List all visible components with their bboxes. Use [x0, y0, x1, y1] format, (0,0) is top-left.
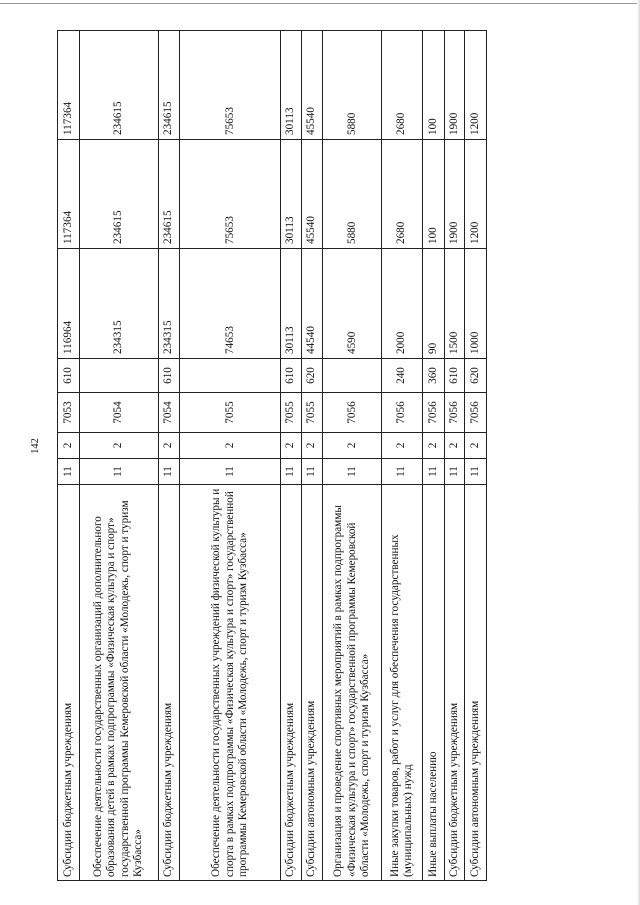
target-code: 7056 [423, 393, 445, 433]
amount-1: 30113 [281, 249, 302, 359]
table-row [281, 31, 302, 881]
row-name: Обеспечение деятельности государственных учреждений физической культуры и спорта в рамках подпрограммы «Физическая культура и спорт» государственной программы Кемеровской области «Молодежь, спорт и туризм Кузбасса» [180, 485, 281, 881]
amount-2: 117364 [58, 140, 80, 249]
amount-1: 2000 [381, 249, 422, 359]
expense-type-code: 610 [444, 359, 465, 393]
expense-type-code [180, 359, 281, 393]
row-name: Субсидии бюджетным учреждениям [444, 485, 465, 881]
section-code: 11 [180, 459, 281, 485]
amount-3: 45540 [301, 31, 323, 140]
table-row [465, 31, 487, 881]
expense-type-code: 610 [281, 359, 302, 393]
amount-3: 2680 [381, 31, 422, 140]
amount-1: 4590 [323, 249, 382, 359]
row-name: Субсидии автономным учреждениям [301, 485, 323, 881]
amount-2: 75653 [180, 140, 281, 249]
target-code: 7056 [465, 393, 487, 433]
row-name: Иные выплаты населению [423, 485, 445, 881]
section-code: 11 [381, 459, 422, 485]
amount-3: 30113 [281, 31, 302, 140]
amount-3: 234615 [158, 31, 180, 140]
amount-2: 1900 [444, 140, 465, 249]
table-row [323, 31, 382, 881]
target-code: 7055 [281, 393, 302, 433]
row-name: Обеспечение деятельности государственных организаций дополнительного образования детей в рамках подпрограммы «Физическая культура и спорт» государственной программы Кемеровской области «Молодежь, спорт и туризм Кузбасса» [79, 485, 158, 881]
expense-type-code: 620 [465, 359, 487, 393]
subsection-code: 2 [444, 433, 465, 459]
target-code: 7054 [158, 393, 180, 433]
amount-1: 1500 [444, 249, 465, 359]
amount-2: 2680 [381, 140, 422, 249]
table-row [79, 31, 158, 881]
row-name: Субсидии бюджетным учреждениям [58, 485, 80, 881]
subsection-code: 2 [158, 433, 180, 459]
target-code: 7056 [381, 393, 422, 433]
amount-3: 100 [423, 31, 445, 140]
section-code: 11 [323, 459, 382, 485]
amount-1: 90 [423, 249, 445, 359]
budget-table [57, 30, 487, 881]
amount-2: 5880 [323, 140, 382, 249]
row-name: Субсидии бюджетным учреждениям [281, 485, 302, 881]
subsection-code: 2 [381, 433, 422, 459]
subsection-code: 2 [58, 433, 80, 459]
row-name: Субсидии автономным учреждениям [465, 485, 487, 881]
target-code: 7055 [180, 393, 281, 433]
amount-1: 44540 [301, 249, 323, 359]
amount-1: 116964 [58, 249, 80, 359]
expense-type-code: 360 [423, 359, 445, 393]
table-row [58, 31, 80, 881]
row-name: Субсидии бюджетным учреждениям [158, 485, 180, 881]
section-code: 11 [423, 459, 445, 485]
table-row [444, 31, 465, 881]
target-code: 7055 [301, 393, 323, 433]
amount-2: 45540 [301, 140, 323, 249]
expense-type-code [323, 359, 382, 393]
amount-3: 5880 [323, 31, 382, 140]
scan-edge-line [0, 3, 640, 4]
amount-3: 75653 [180, 31, 281, 140]
target-code: 7056 [444, 393, 465, 433]
section-code: 11 [465, 459, 487, 485]
table-rotation-wrapper [57, 31, 487, 881]
section-code: 11 [79, 459, 158, 485]
table-row [381, 31, 422, 881]
subsection-code: 2 [180, 433, 281, 459]
table-row [301, 31, 323, 881]
subsection-code: 2 [423, 433, 445, 459]
amount-3: 234615 [79, 31, 158, 140]
expense-type-code: 610 [158, 359, 180, 393]
subsection-code: 2 [465, 433, 487, 459]
expense-type-code [79, 359, 158, 393]
section-code: 11 [58, 459, 80, 485]
subsection-code: 2 [79, 433, 158, 459]
table-row [423, 31, 445, 881]
amount-3: 117364 [58, 31, 80, 140]
section-code: 11 [444, 459, 465, 485]
amount-2: 100 [423, 140, 445, 249]
page-number: 142 [30, 438, 41, 454]
section-code: 11 [281, 459, 302, 485]
amount-3: 1200 [465, 31, 487, 140]
amount-1: 1000 [465, 249, 487, 359]
subsection-code: 2 [301, 433, 323, 459]
expense-type-code: 610 [58, 359, 80, 393]
amount-2: 1200 [465, 140, 487, 249]
subsection-code: 2 [281, 433, 302, 459]
row-name: Организация и проведение спортивных мероприятий в рамках подпрограммы «Физическая культура и спорт» государственной программы Кемеровской области «Молодежь, спорт и туризм Кузбасса» [323, 485, 382, 881]
amount-1: 234315 [158, 249, 180, 359]
table-row [180, 31, 281, 881]
section-code: 11 [301, 459, 323, 485]
subsection-code: 2 [323, 433, 382, 459]
expense-type-code: 620 [301, 359, 323, 393]
target-code: 7053 [58, 393, 80, 433]
amount-3: 1900 [444, 31, 465, 140]
section-code: 11 [158, 459, 180, 485]
table-row [158, 31, 180, 881]
amount-1: 74653 [180, 249, 281, 359]
amount-2: 30113 [281, 140, 302, 249]
amount-2: 234615 [158, 140, 180, 249]
target-code: 7054 [79, 393, 158, 433]
row-name: Иные закупки товаров, работ и услуг для обеспечения государственных (муниципальных) нужд [381, 485, 422, 881]
amount-2: 234615 [79, 140, 158, 249]
amount-1: 234315 [79, 249, 158, 359]
expense-type-code: 240 [381, 359, 422, 393]
target-code: 7056 [323, 393, 382, 433]
